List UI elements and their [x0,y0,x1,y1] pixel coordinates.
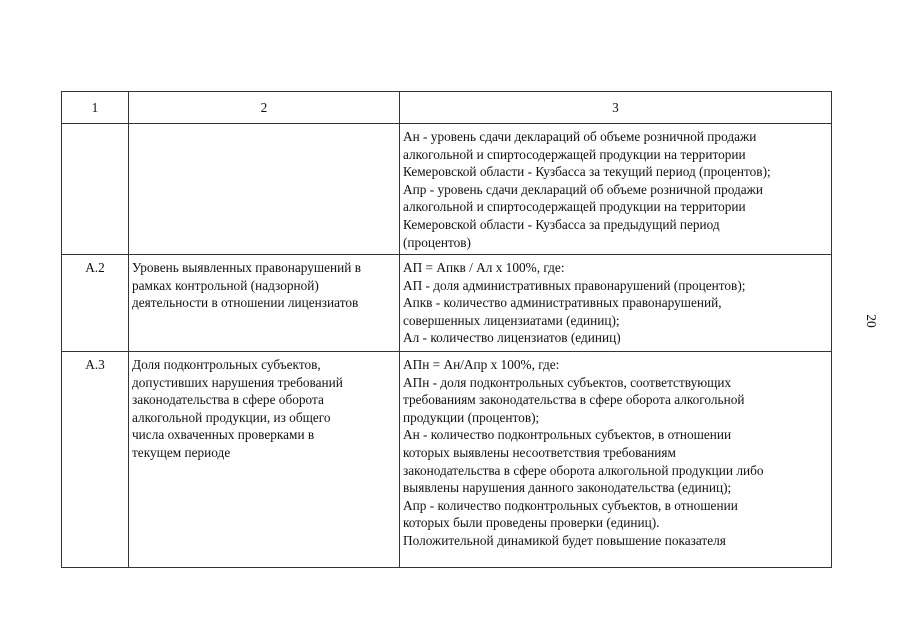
formula-line: АП = Апкв / Ал x 100%, где: [403,260,565,275]
table-header-row [62,92,832,124]
formula-line: алкогольной и спиртосодержащей продукции на территории [403,146,746,162]
formula-line: АП - доля административных правонарушений (процентов); [403,277,746,293]
formula-line: выявлены нарушения данного законодательства (единиц); [403,480,732,496]
indicator-name-cell [129,352,400,568]
formula-line: алкогольной и спиртосодержащей продукции на территории [403,199,746,215]
formula-line: которых были проведены проверки (единиц). [403,515,660,531]
formula-cell [400,352,832,568]
table-row [62,255,832,352]
indicator-name-line: рамках контрольной (надзорной) [132,277,319,293]
formula-line: Апр - количество подконтрольных субъектов, в отношении [403,497,738,513]
indicator-name-line: числа охваченных проверками в [132,427,315,443]
formula-line: АПн - доля подконтрольных субъектов, соответствующих [403,374,732,390]
formula-line: Положительной динамикой будет повышение показателя [403,532,726,548]
indicator-name-cell [129,124,400,255]
formula-line: совершенных лицензиатами (единиц); [403,312,620,328]
formula-cell [400,255,832,352]
formula-line: Ан - уровень сдачи деклараций об объеме розничной продажи [403,129,757,144]
indicator-name-line: Уровень выявленных правонарушений в [132,260,361,275]
column-number-3: 3 [400,92,832,124]
indicator-name-line: Доля подконтрольных субъектов, [132,357,321,372]
page-number: 20 [864,314,879,328]
formula-line: требованиям законодательства в сфере оборота алкогольной [403,392,745,408]
indicator-name-line: текущем периоде [132,444,231,460]
row-number-cell [62,124,129,255]
indicator-name-cell [129,255,400,352]
table-row [62,124,832,255]
column-number-1: 1 [62,92,129,124]
formula-line: Кемеровской области - Кузбасса за текущий период (процентов); [403,164,771,180]
formula-line: Апкв - количество административных правонарушений, [403,295,722,311]
formula-line: продукции (процентов); [403,409,540,425]
formula-line: Ан - количество подконтрольных субъектов, в отношении [403,427,732,443]
indicators-table [61,91,832,568]
formula-cell [400,124,832,255]
row-number-cell: А.2 [62,255,129,352]
formula-line: Ал - количество лицензиатов (единиц) [403,330,621,346]
row-number-cell: А.3 [62,352,129,568]
formula-line: АПн = Ан/Апр x 100%, где: [403,357,560,372]
column-number-2: 2 [129,92,400,124]
formula-line: законодательства в сфере оборота алкогольной продукции либо [403,462,764,478]
formula-line: (процентов) [403,234,471,250]
indicator-name-line: законодательства в сфере оборота [132,392,324,408]
table-row [62,352,832,568]
formula-line: которых выявлены несоответствия требованиям [403,444,676,460]
indicator-name-line: допустивших нарушения требований [132,374,343,390]
indicator-name-line: алкогольной продукции, из общего [132,409,331,425]
formula-line: Апр - уровень сдачи деклараций об объеме розничной продажи [403,181,763,197]
indicator-name-line: деятельности в отношении лицензиатов [132,295,359,311]
formula-line: Кемеровской области - Кузбасса за предыдущий период [403,216,720,232]
